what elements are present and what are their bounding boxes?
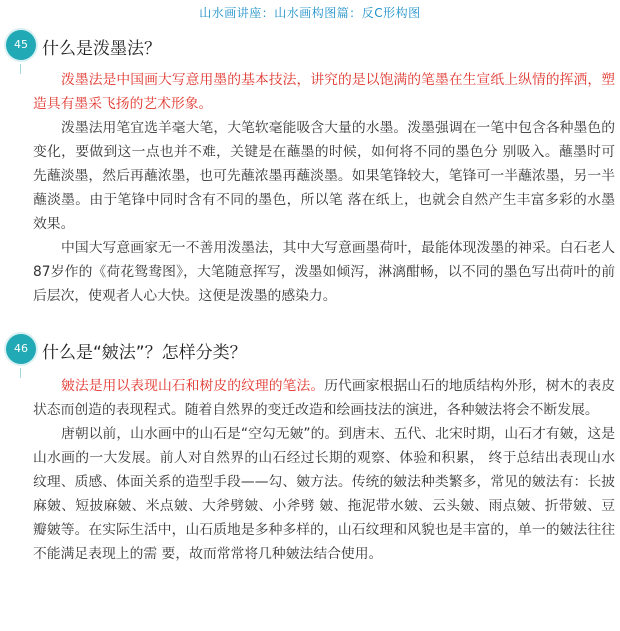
paragraph-text: 中国大写意画家无一不善用泼墨法，其中大写意画墨荷叶，最能体现泼墨的神采。白石老人87岁作的《荷花鸳鸯图》，大笔随意挥写，泼墨如倾泻，淋漓酣畅，以不同的墨色写出荷叶的前后层次，使观者人心大快。这便是泼墨的感染力。 (33, 240, 615, 304)
page-header: 山水画讲座：山水画构图篇：反C形构图 (199, 6, 421, 20)
paragraph (33, 116, 615, 236)
paragraph-text: 唐朝以前，山水画中的山石是“空勾无皴”的。到唐末、五代、北宋时期，山石才有皴，这是山水画的一大发展。前人对自然界的山石经过长期的观察、体验和积累， 终于总结出表现山水纹理、质感、体面关系的造型手段——勾、皴方法。传统的皴法种类繁多，常见的皴法有：长披麻皴、短披麻皴、米点皴、大斧劈皴、小斧劈 皴、拖泥带水皴、云头皴、雨点皴、折带皴、豆瓣皴等。在实际生活中，山石质地是多种多样的，山石纹理和风貌也是丰富的，单一的皴法往往不能满足表现上的需 要，故而常常将几种皴法结合使用。 (33, 426, 615, 562)
highlight-text: 皴法是用以表现山石和树皮的纹理的笔法。 (61, 378, 325, 394)
answer-body (33, 68, 615, 308)
question-heading (0, 30, 620, 68)
paragraph (33, 68, 615, 116)
question-heading (0, 334, 620, 372)
paragraph (33, 374, 615, 422)
number-badge: 45 (6, 30, 36, 60)
highlight-text: 泼墨法是中国画大写意用墨的基本技法，讲究的是以饱满的笔墨在生宣纸上纵情的挥洒，塑造具有墨采飞扬的艺术形象。 (33, 72, 615, 112)
question-title: 什么是泼墨法？ (42, 39, 161, 59)
badge-connector (20, 64, 21, 74)
paragraph-text: 泼墨法用笔宜选羊毫大笔，大笔软毫能吸含大量的水墨。泼墨强调在一笔中包含各种墨色的变化，要做到这一点也并不难，关键是在蘸墨的时候，如何将不同的墨色分 别吸入。蘸墨时可先蘸淡墨，然后再蘸浓墨，也可先蘸浓墨再蘸淡墨。如果笔锋较大，笔锋可一半蘸浓墨，另一半蘸淡墨。由于笔锋中同时含有不同的墨色，所以笔 落在纸上，也就会自然产生丰富多彩的水墨效果。 (33, 120, 615, 232)
badge-connector (20, 368, 21, 378)
section-46 (0, 334, 620, 562)
section-45 (0, 30, 620, 304)
paragraph (33, 236, 615, 308)
question-title: 什么是“皴法”？怎样分类？ (42, 343, 247, 363)
number-badge: 46 (6, 334, 36, 364)
paragraph-text: 历代画家根据山石的地质结构外形，树木的表皮状态而创造的表现程式。随着自然界的变迁改造和绘画技法的演进，各种皴法将会不断发展。 (33, 378, 616, 418)
answer-body (33, 374, 615, 566)
paragraph (33, 422, 615, 566)
